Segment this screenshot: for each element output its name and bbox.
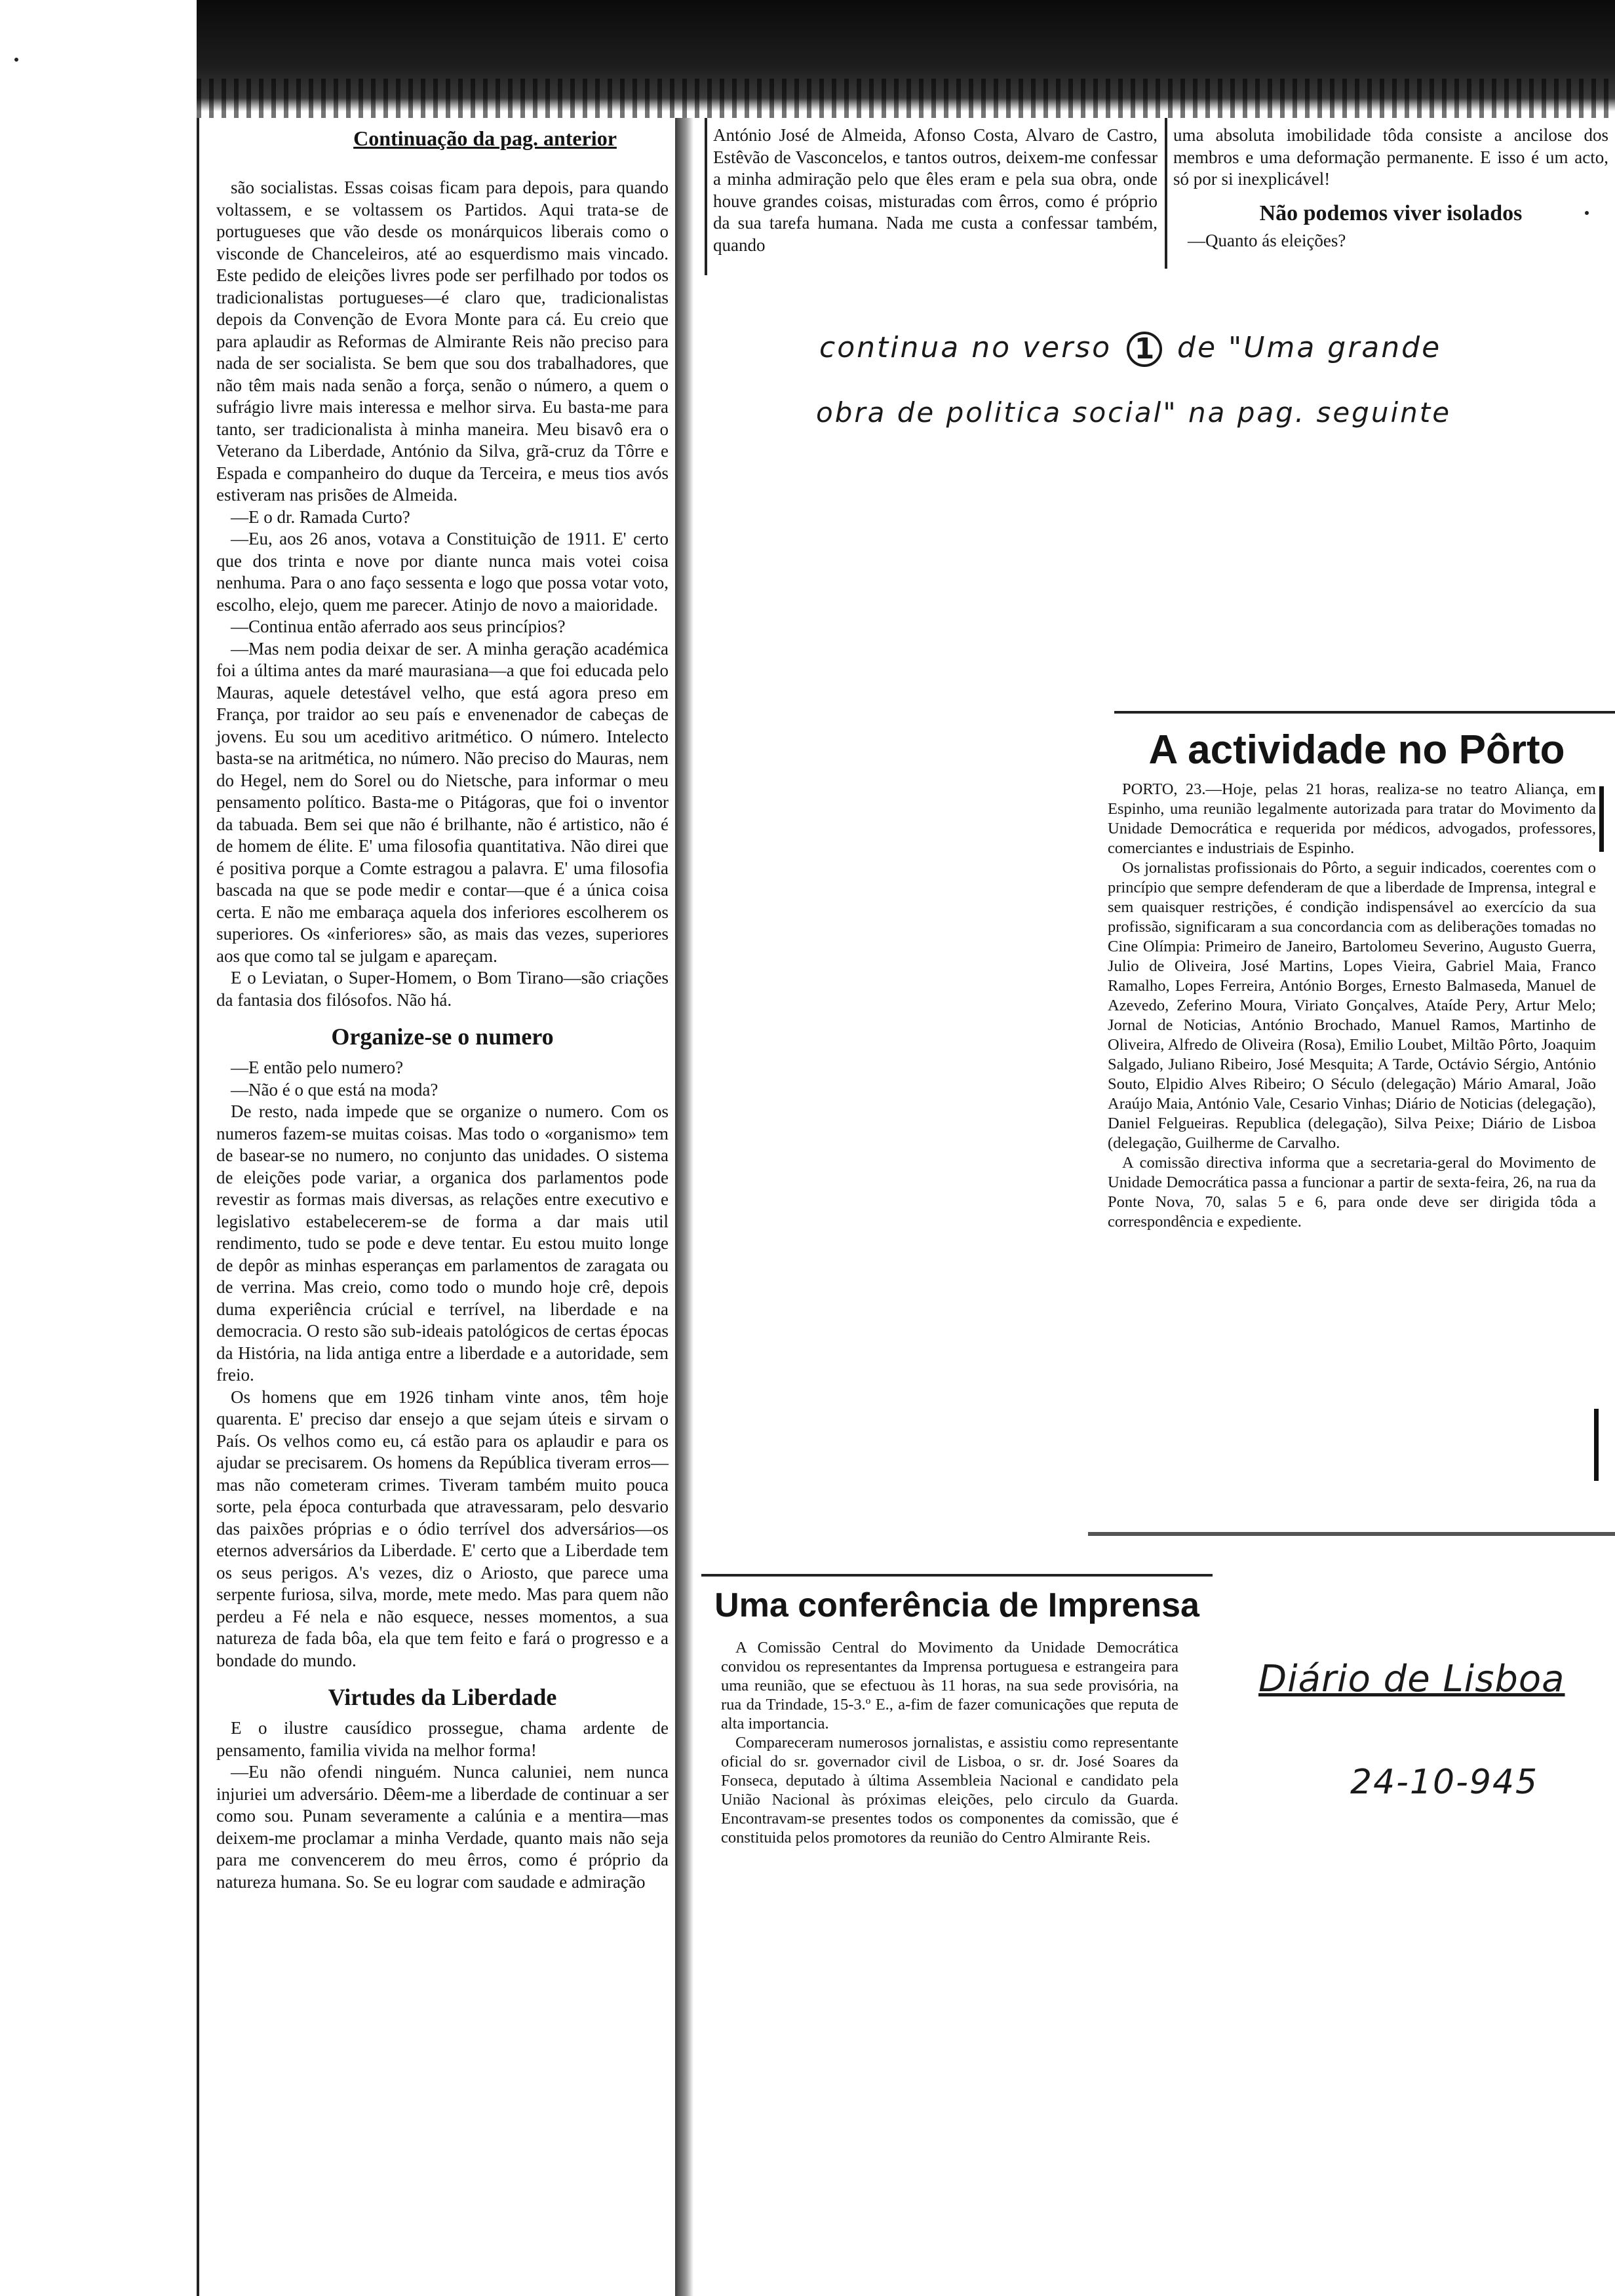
right-top-text: uma absoluta imobilidade tôda consiste a ancilose dos membros e uma deformação permanente. E isso é um acto, só por si inexplicável!	[1173, 125, 1608, 189]
left-paragraph: De resto, nada impede que se organize o numero. Com os numeros fazem-se muitas coisas. Mas todo o «organismo» tem de basear-se no numero, no conjunto das unidades. O sistema de eleições pode variar, a organica dos parlamentos pode revestir as formas mais diversas, as relações entre executivo e legislativo estabelecerem-se de forma a dar mais util rendimento, tudo se pode e deve tentar. Eu estou muito longe de depôr as minhas esperanças em parlamentos de zaragata ou de verrina. Mas creio, como todo o mundo hoje crê, depois duma experiência crúcial e terrível, na liberdade e na democracia. O resto são sub-ideais patológicos de certas épocas da História, na lida antiga entre a liberdade e a autoridade, sem freio.	[216, 1101, 669, 1385]
margin-mark	[1599, 786, 1604, 852]
scan-speck	[14, 58, 18, 62]
masthead-grain	[197, 79, 1615, 118]
porto-paragraph: Os jornalistas profissionais do Pôrto, a seguir indicados, coerentes com o princípio que sempre defenderam de que a liberdade de Imprensa, integral e sem quaisquer restrições, é condição indispensável ao exercício da sua profissão, significaram a sua concordancia com as deliberações tomadas no Cine Olímpia: Primeiro de Janeiro, Bartolomeu Severino, Augusto Guerra, Julio de Oliveira, José Martins, Lopes Vieira, Gabriel Maia, Franco Ramalho, Lopes Ferreira, António Borges, Ernesto Balmaseda, Manuel de Azevedo, Zeferino Moura, Viriato Gonçalves, Ataíde Pery, Artur Melo; Jornal de Noticias, António Brochado, Manuel Ramos, Martinho de Oliveira, Alfredo de Oliveira (Rosa), Emilio Loubet, Miltão Pôrto, Joaquim Salgado, Juliano Ribeiro, José Mesquita; A Tarde, Octávio Sérgio, António Souto, Elpidio Alves Ribeiro; O Século (delegação) Mário Amaral, João Araújo Maia, António Vale, Cesario Vinhas; Diário de Noticias (delegação), Daniel Felgueiras. Republica (delegação), Silva Peixe; Diário de Lisboa (delegação, Guilherme de Carvalho.	[1108, 859, 1596, 1152]
subheading-isolados: Não podemos viver isolados	[1259, 201, 1523, 225]
left-paragraph: E o Leviatan, o Super-Homem, o Bom Tirano—são criações da fantasia dos filósofos. Não há.	[216, 968, 669, 1010]
porto-headline: A actividade no Pôrto	[1148, 727, 1565, 773]
subheading-virtudes: Virtudes da Liberdade	[328, 1684, 557, 1710]
subheading-organize: Organize-se o numero	[331, 1024, 554, 1050]
press-article-body	[721, 1638, 1178, 1847]
column-rule-middle	[705, 118, 707, 275]
left-paragraph: —E o dr. Ramada Curto?	[231, 507, 410, 527]
middle-top-text: António José de Almeida, Afonso Costa, Alvaro de Castro, Estêvão de Vasconcelos, e tantos outros, deixem-me confessar a minha admiração pelo que êles eram e pela sua obra, onde houve grandes coisas, misturadas com êrros, como é próprio da sua tarefa humana. Nada me custa a confessar também, quando	[713, 125, 1158, 255]
circled-number: 1	[1127, 332, 1162, 367]
handwritten-note-text: continua no verso	[819, 331, 1112, 364]
press-headline: Uma conferência de Imprensa	[714, 1586, 1199, 1624]
right-top-column	[1173, 124, 1608, 252]
left-paragraph: —E então pelo numero?	[231, 1058, 404, 1077]
left-paragraph: E o ilustre causídico prossegue, chama ardente de pensamento, familia vivida na melhor forma!	[216, 1718, 669, 1760]
handwritten-note-line-1	[819, 331, 1441, 367]
continuation-heading: Continuação da pag. anterior	[353, 126, 617, 150]
left-paragraph: —Continua então aferrado aos seus princípios?	[231, 617, 566, 636]
right-top-question: —Quanto ás eleições?	[1188, 230, 1346, 250]
middle-top-column	[713, 124, 1158, 256]
left-column	[216, 177, 669, 1893]
handwritten-note-line-2	[816, 396, 1451, 429]
porto-article-body	[1108, 780, 1596, 1232]
handwritten-newspaper-name: Diário de Lisboa	[1258, 1658, 1565, 1700]
porto-paragraph: A comissão directiva informa que a secretaria-geral do Movimento de Unidade Democrática passa a funcionar a partir de sexta-feira, 26, na rua da Ponte Nova, 70, salas 5 e 6, para onde deve ser dirigida tôda a correspondência e expediente.	[1108, 1154, 1596, 1231]
margin-mark	[1594, 1409, 1599, 1481]
press-paragraph: Compareceram numerosos jornalistas, e assistiu como representante oficial do sr. governador civil de Lisboa, o sr. dr. José Soares da Fonseca, deputado à última Assembleia Nacional e candidato pela União Nacional às próximas eleições, pelo circulo da Guarda. Encontravam-se presentes todos os componentes da comissão, que é constituida pelos promotores da reunião do Centro Almirante Reis.	[721, 1734, 1178, 1846]
press-paragraph: A Comissão Central do Movimento da Unidade Democrática convidou os representantes da Imprensa portuguesa e estrangeira para uma reunião, que se efectuou às 11 horas, na sua sede provisória, na rua da Trindade, 15-3.º E., a-fim de fazer comunicações que reputa de alta importancia.	[721, 1639, 1178, 1732]
left-paragraph: —Eu, aos 26 anos, votava a Constituição de 1911. E' certo que dos trinta e nove por diante nunca mais votei coisa nenhuma. Para o ano faço sessenta e logo que possa votar voto, escolho, elejo, quem me parecer. Atinjo de novo a maioridade.	[216, 529, 669, 615]
left-paragraph: são socialistas. Essas coisas ficam para depois, para quando voltassem, e se voltassem os Partidos. Aqui trata-se de portugueses que vão desde os monárquicos liberais como o visconde de Chanceleiros, até ao esquerdismo mais vincado. Este pedido de eleições livres pode ser perfilhado por todos os tradicionalistas portugueses—é claro que, tradicionalistas depois da Convenção de Evora Monte para cá. Eu creio que para aplaudir as Reformas de Almirante Reis não preciso para nada de ser socialista. Se bem que sou dos trabalhadores, que não têm mais nada senão a força, senão o número, a quem o sufrágio livre mais interessa e melhor sirva. Eu basta-me para tanto, ser tradicionalista à minha maneira. Meu bisavô era o Veterano da Liberdade, António da Silva, grã-cruz da Tôrre e Espada e companheiro do duque da Terceira, e meus tios avós estiveram nas prisões de Almeida.	[216, 178, 669, 505]
left-paragraph: —Eu não ofendi ninguém. Nunca caluniei, nem nunca injuriei um adversário. Dêem-me a liberdade de continuar a ser como sou. Punam severamente a calúnia e a mentira—mas deixem-me proclamar a minha Verdade, quanto mais não seja para me convencerem do meu êrros, como é próprio da natureza humana. So. Se eu lograr com saudade e admiração	[216, 1762, 669, 1892]
handwritten-note-text: de "Uma grande	[1177, 331, 1442, 364]
handwritten-note-text: obra de politica social" na pag. seguinte	[816, 396, 1452, 429]
left-paragraph: Os homens que em 1926 tinham vinte anos, têm hoje quarenta. E' preciso dar ensejo a que sejam úteis e sirvam o País. Os velhos como eu, cá estão para os aplaudir e para os ajudar se precisarem. Os homens da República tiveram erros—mas não cometeram crimes. Tiveram também muito pouca sorte, pela época conturbada que atravessaram, pelo desvario das paixões próprias e o ódio terrível dos adversários—os eternos adversários da Liberdade. E' certo que a Liberdade tem os seus perigos. A's vezes, diz o Ariosto, que parece uma serpente furiosa, silva, morde, mete medo. Mas para quem não perdeu a Fé nela e não esquece, nesses momentos, a sua natureza de fada bôa, ela que tem feito e fará o progresso e a bondade do mundo.	[216, 1387, 669, 1670]
column-edge-shadow	[675, 118, 693, 2296]
left-paragraph: —Mas nem podia deixar de ser. A minha geração académica foi a última antes da maré maurasiana—a que foi educada pelo Mauras, aquele detestável velho, que está agora preso em França, por traidor ao seu país e envenenador de cabeças de jovens. Eu sou um aceditivo aritmético. O número. Intelecto basta-se na aritmética, no número. Não preciso do Mauras, nem do Hegel, nem do Sorel ou do Nietsche, para informar o meu pensamento político. Basta-me o Pitágoras, que foi o inventor da tabuada. Bem sei que não é brilhante, não é artistico, não é de homem de élite. E' uma filosofia quantitativa. Não direi que é positiva porque a Comte estragou a palavra. E' uma filosofia bascada na que se pode medir e contar—que é a única coisa certa. E não me embaraça aquela dos inferiores escolherem os superiores. Os «inferiores» são, as mais das vezes, superiores aos que como tal se julgam e apareçam.	[216, 638, 669, 966]
porto-article-top-rule	[1114, 711, 1615, 714]
column-rule-right	[1165, 118, 1167, 269]
press-article-top-rule	[701, 1574, 1213, 1577]
porto-paragraph: PORTO, 23.—Hoje, pelas 21 horas, realiza-se no teatro Aliança, em Espinho, uma reunião legalmente autorizada para tratar do Movimento da Unidade Democrática e requerida por médicos, advogados, professores, comerciantes e industriais de Espinho.	[1108, 780, 1596, 857]
porto-article-bottom-rule	[1088, 1532, 1615, 1536]
column-rule-left	[197, 118, 199, 2296]
scan-speck	[1585, 211, 1589, 215]
handwritten-date: 24-10-945	[1350, 1763, 1539, 1802]
left-paragraph: —Não é o que está na moda?	[231, 1079, 438, 1100]
